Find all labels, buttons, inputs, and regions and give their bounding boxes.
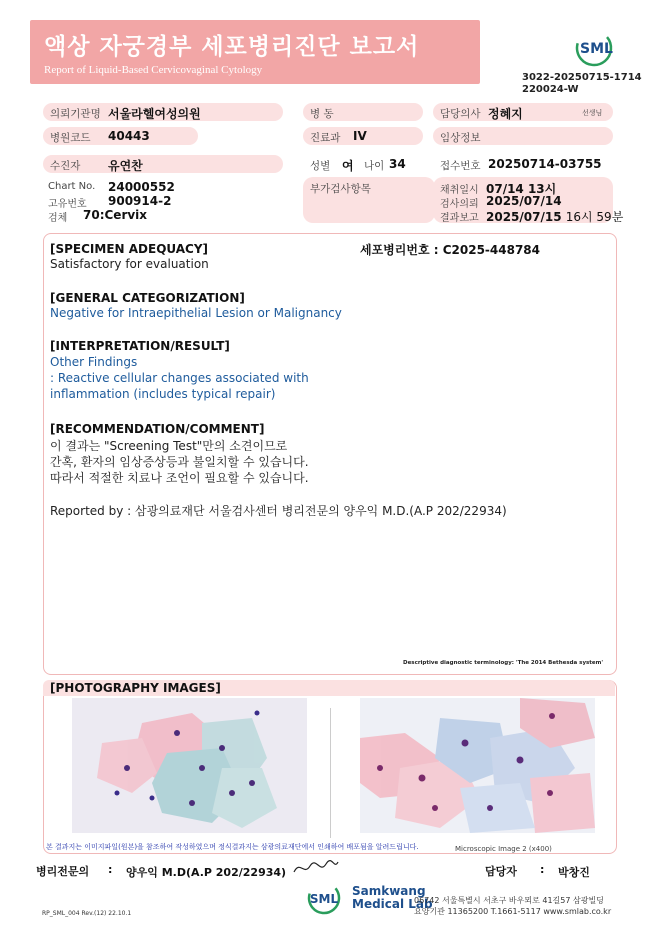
collect-value: 07/14 13시 bbox=[486, 182, 557, 196]
cytology-number-label: 세포병리번호 : bbox=[360, 243, 439, 257]
report-subtitle: Report of Liquid-Based Cervicovaginal Cytology bbox=[44, 64, 263, 76]
general-heading: [GENERAL CATEGORIZATION] bbox=[50, 291, 245, 305]
adequacy-text: Satisfactory for evaluation bbox=[50, 257, 209, 271]
reported-by: Reported by : 삼광의료재단 서울검사센터 병리전문의 양우익 M.D.(A.P 202/22934) bbox=[50, 504, 507, 518]
request-value: 2025/07/14 bbox=[486, 194, 562, 208]
company-address-line1: 06742 서울특별시 서초구 바우뫼로 41길57 삼광빌딩 bbox=[414, 896, 604, 905]
collect-label: 채취일시 bbox=[440, 185, 479, 196]
report-time: 16시 59분 bbox=[565, 210, 624, 224]
specimen-value: 70:Cervix bbox=[83, 208, 148, 222]
report-date: 2025/07/15 bbox=[486, 210, 562, 224]
sml-logo-text: SML bbox=[580, 41, 613, 57]
cytology-number bbox=[360, 241, 540, 258]
document-number-line2: 220024-W bbox=[522, 84, 579, 95]
recommendation-line3: 따라서 적절한 치료나 조언이 필요할 수 있습니다. bbox=[50, 471, 309, 485]
company-name-line2: Medical Lab bbox=[352, 897, 433, 911]
pathologist-label: 병리전문의 bbox=[36, 865, 90, 878]
specimen-label: 검체 bbox=[48, 213, 68, 224]
patient-label: 수진자 bbox=[50, 160, 81, 172]
receipt-no-value: 20250714-03755 bbox=[488, 157, 602, 171]
signature-icon bbox=[292, 856, 340, 880]
samkwang-logo-icon bbox=[305, 880, 343, 916]
image-2-caption: Microscopic Image 2 (x400) bbox=[455, 845, 552, 853]
ward-label: 병 동 bbox=[310, 108, 334, 120]
company-address bbox=[414, 895, 611, 917]
pathologist-colon: : bbox=[108, 863, 113, 876]
document-number bbox=[522, 72, 642, 96]
staff-value: 박창진 bbox=[558, 866, 590, 879]
interpretation-heading: [INTERPRETATION/RESULT] bbox=[50, 339, 230, 353]
institution-label: 의뢰기관명 bbox=[50, 108, 101, 120]
photo-heading: [PHOTOGRAPHY IMAGES] bbox=[50, 681, 221, 695]
microscopic-image-1 bbox=[72, 698, 307, 833]
recommendation-heading: [RECOMMENDATION/COMMENT] bbox=[50, 422, 265, 436]
chart-no-value: 24000552 bbox=[108, 180, 175, 194]
pathologist-value: 양우익 M.D(A.P 202/22934) bbox=[126, 866, 287, 879]
company-name-line1: Samkwang bbox=[352, 884, 426, 898]
doctor-suffix: 선생님 bbox=[582, 109, 603, 117]
patient-value: 유연찬 bbox=[108, 159, 143, 173]
svg-text:SML: SML bbox=[309, 892, 339, 906]
staff-colon: : bbox=[540, 863, 545, 876]
hospital-code-label: 병원코드 bbox=[50, 132, 91, 144]
company-address-line2: 요양기관 11365200 T.1661-5117 www.smlab.co.kr bbox=[414, 907, 612, 916]
form-code: RP_SML_004 Rev.(12) 22.10.1 bbox=[42, 910, 132, 917]
microscopic-image-2 bbox=[360, 698, 595, 833]
cytology-number-value: C2025-448784 bbox=[442, 243, 541, 257]
bethesda-footnote: Descriptive diagnostic terminology: 'The 2014 Bethesda system' bbox=[403, 660, 604, 666]
additional-tests-label: 부가검사항목 bbox=[310, 183, 371, 195]
interpretation-line1: Other Findings bbox=[50, 355, 138, 369]
request-label: 검사의뢰 bbox=[440, 199, 479, 210]
dept-label: 진료과 bbox=[310, 132, 341, 144]
staff-label: 담당자 bbox=[485, 865, 517, 878]
adequacy-heading: [SPECIMEN ADEQUACY] bbox=[50, 242, 209, 256]
unique-no-label: 고유번호 bbox=[48, 199, 87, 210]
interpretation-line3: inflammation (includes typical repair) bbox=[50, 387, 276, 401]
sex-label: 성별 bbox=[310, 160, 331, 172]
clinical-info-label: 임상정보 bbox=[440, 132, 481, 144]
image-notice: 본 결과지는 이미지파일(원본)을 참조하여 작성하였으며 정식결과지는 삼광의료재단에서 인쇄하여 배포됨을 알려드립니다. bbox=[46, 843, 419, 851]
chart-no-label: Chart No. bbox=[48, 181, 96, 192]
report-date-value bbox=[486, 208, 623, 225]
photo-divider bbox=[330, 708, 331, 838]
recommendation-line2: 간혹, 환자의 임상증상등과 불일치할 수 있습니다. bbox=[50, 455, 309, 469]
doctor-label: 담당의사 bbox=[440, 108, 481, 120]
doctor-value: 정혜지 bbox=[488, 107, 523, 121]
interpretation-line2: : Reactive cellular changes associated with bbox=[50, 371, 309, 385]
dept-value: IV bbox=[353, 129, 367, 143]
hospital-code-value: 40443 bbox=[108, 129, 150, 143]
age-value: 34 bbox=[389, 157, 406, 171]
document-number-line1: 3022-20250715-1714 bbox=[522, 72, 642, 83]
receipt-no-label: 접수번호 bbox=[440, 160, 481, 172]
age-label: 나이 bbox=[364, 160, 385, 172]
report-title: 액상 자궁경부 세포병리진단 보고서 bbox=[44, 34, 420, 60]
recommendation-line1: 이 결과는 "Screening Test"만의 소견이므로 bbox=[50, 439, 288, 453]
report-date-label: 결과보고 bbox=[440, 213, 479, 224]
general-text: Negative for Intraepithelial Lesion or Malignancy bbox=[50, 306, 342, 320]
institution-value: 서울라헬여성의원 bbox=[108, 107, 201, 121]
unique-no-value: 900914-2 bbox=[108, 194, 172, 208]
sex-value: 여 bbox=[342, 159, 354, 173]
